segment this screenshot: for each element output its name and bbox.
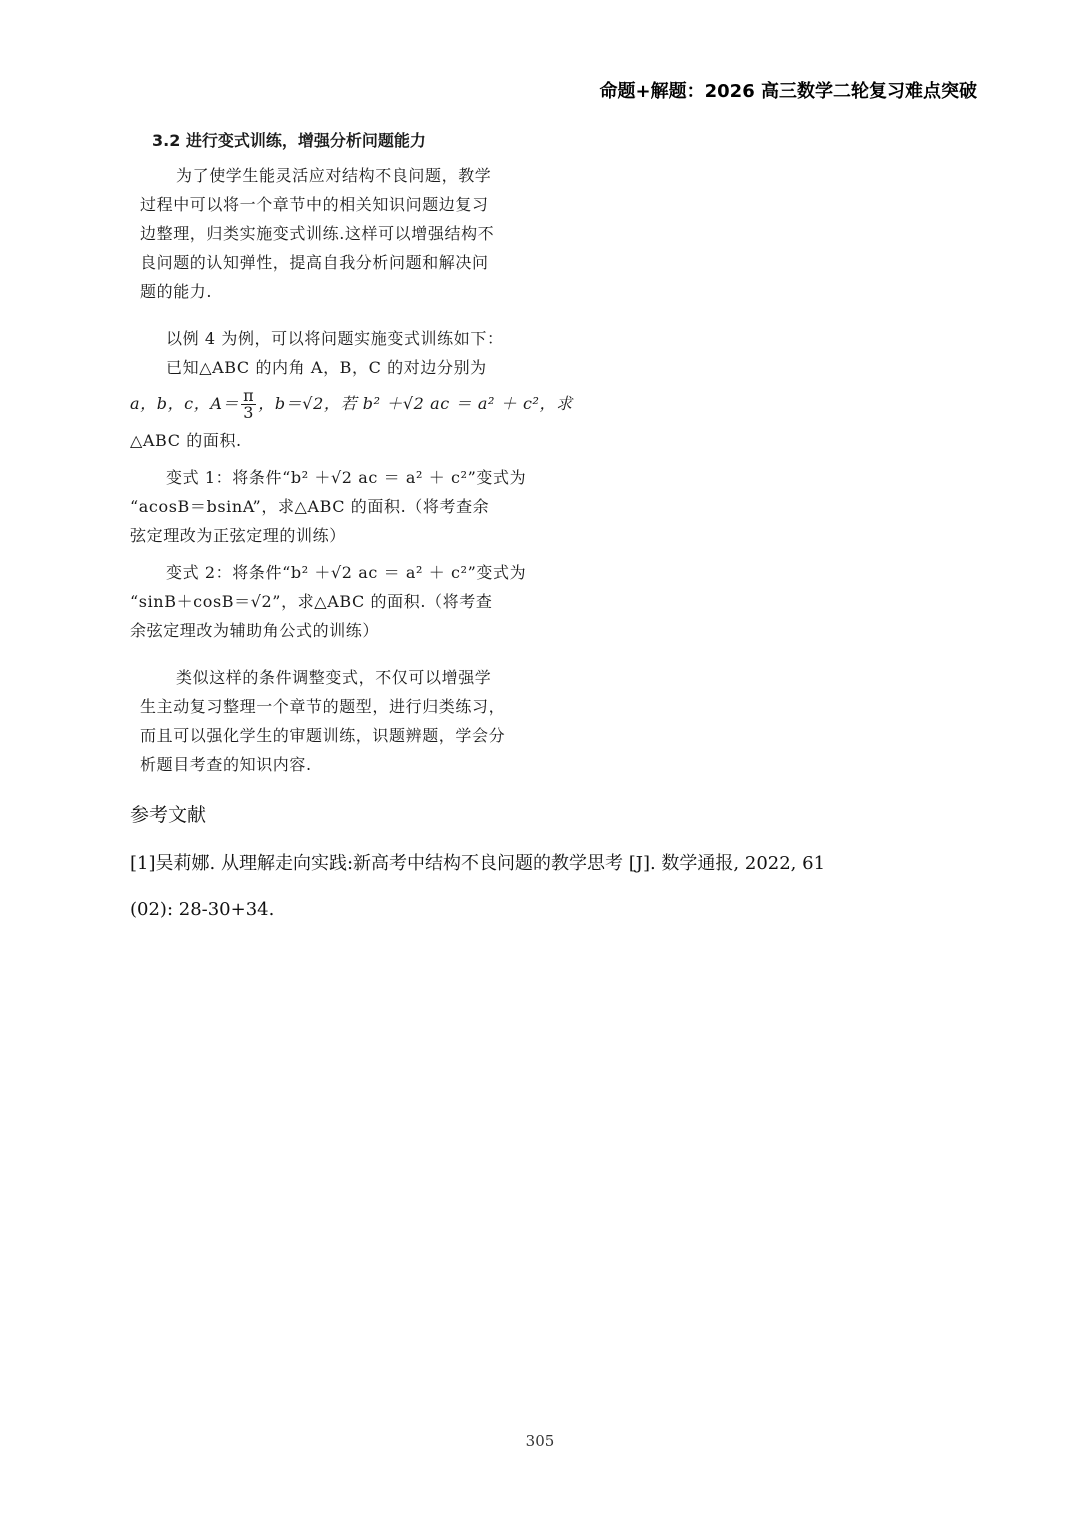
text-line: 以例 4 为例，可以将问题实施变式训练如下： [166, 329, 504, 348]
formula-part: ，b＝√2，若 b² ＋√2 ac ＝ a² ＋ c²，求 [258, 394, 573, 413]
formula-part: a，b，c，A＝ [130, 394, 240, 413]
reference-line: (02): 28-30+34. [130, 899, 275, 920]
text-line: 良问题的认知弹性，提高自我分析问题和解决问 [140, 253, 489, 272]
fraction-denominator: 3 [243, 403, 255, 422]
page-number: 305 [525, 1432, 555, 1450]
text-line: 变式 2：将条件“b² ＋√2 ac ＝ a² ＋ c²”变式为 [166, 563, 527, 582]
reference-line: [1]吴莉娜. 从理解走向实践:新高考中结构不良问题的教学思考 [J]. 数学通报, 2022, 61 [130, 853, 826, 874]
section-title: 3.2 进行变式训练，增强分析问题能力 [152, 131, 426, 150]
text-line: 余弦定理改为辅助角公式的训练） [130, 621, 380, 640]
text-line: 为了使学生能灵活应对结构不良问题，教学 [176, 166, 492, 185]
text-line: 题的能力. [140, 282, 213, 301]
references-title: 参考文献 [130, 804, 207, 826]
text-line: 析题目考查的知识内容. [140, 755, 312, 774]
page-header: 命题+解题：2026 高三数学二轮复习难点突破 [599, 81, 977, 102]
text-line: “acosB＝bsinA”，求△ABC 的面积.（将考查余 [130, 497, 490, 516]
text-line: 变式 1：将条件“b² ＋√2 ac ＝ a² ＋ c²”变式为 [166, 468, 527, 487]
text-line: 生主动复习整理一个章节的题型，进行归类练习， [140, 697, 506, 716]
paragraph-intro [140, 161, 570, 306]
text-line: 弦定理改为正弦定理的训练） [130, 526, 346, 545]
text-line: 过程中可以将一个章节中的相关知识问题边复习 [140, 195, 489, 214]
references-section [130, 800, 960, 933]
fraction [241, 388, 256, 421]
paragraph-variant2 [130, 558, 570, 645]
text-line: 类似这样的条件调整变式，不仅可以增强学 [176, 668, 492, 687]
paragraph-conclusion [140, 663, 570, 779]
fraction-numerator: π [243, 386, 255, 405]
text-line: 而且可以强化学生的审题训练，识题辨题，学会分 [140, 726, 506, 745]
formula-line [130, 382, 573, 426]
text-line: △ABC 的面积. [130, 431, 242, 450]
paragraph-variant1 [130, 463, 570, 550]
text-line: 已知△ABC 的内角 A，B，C 的对边分别为 [166, 358, 487, 377]
text-line: 边整理，归类实施变式训练.这样可以增强结构不 [140, 224, 495, 243]
paragraph-example [130, 324, 573, 455]
scanned-excerpt [130, 128, 573, 787]
text-line: “sinB＋cosB＝√2”，求△ABC 的面积.（将考查 [130, 592, 493, 611]
